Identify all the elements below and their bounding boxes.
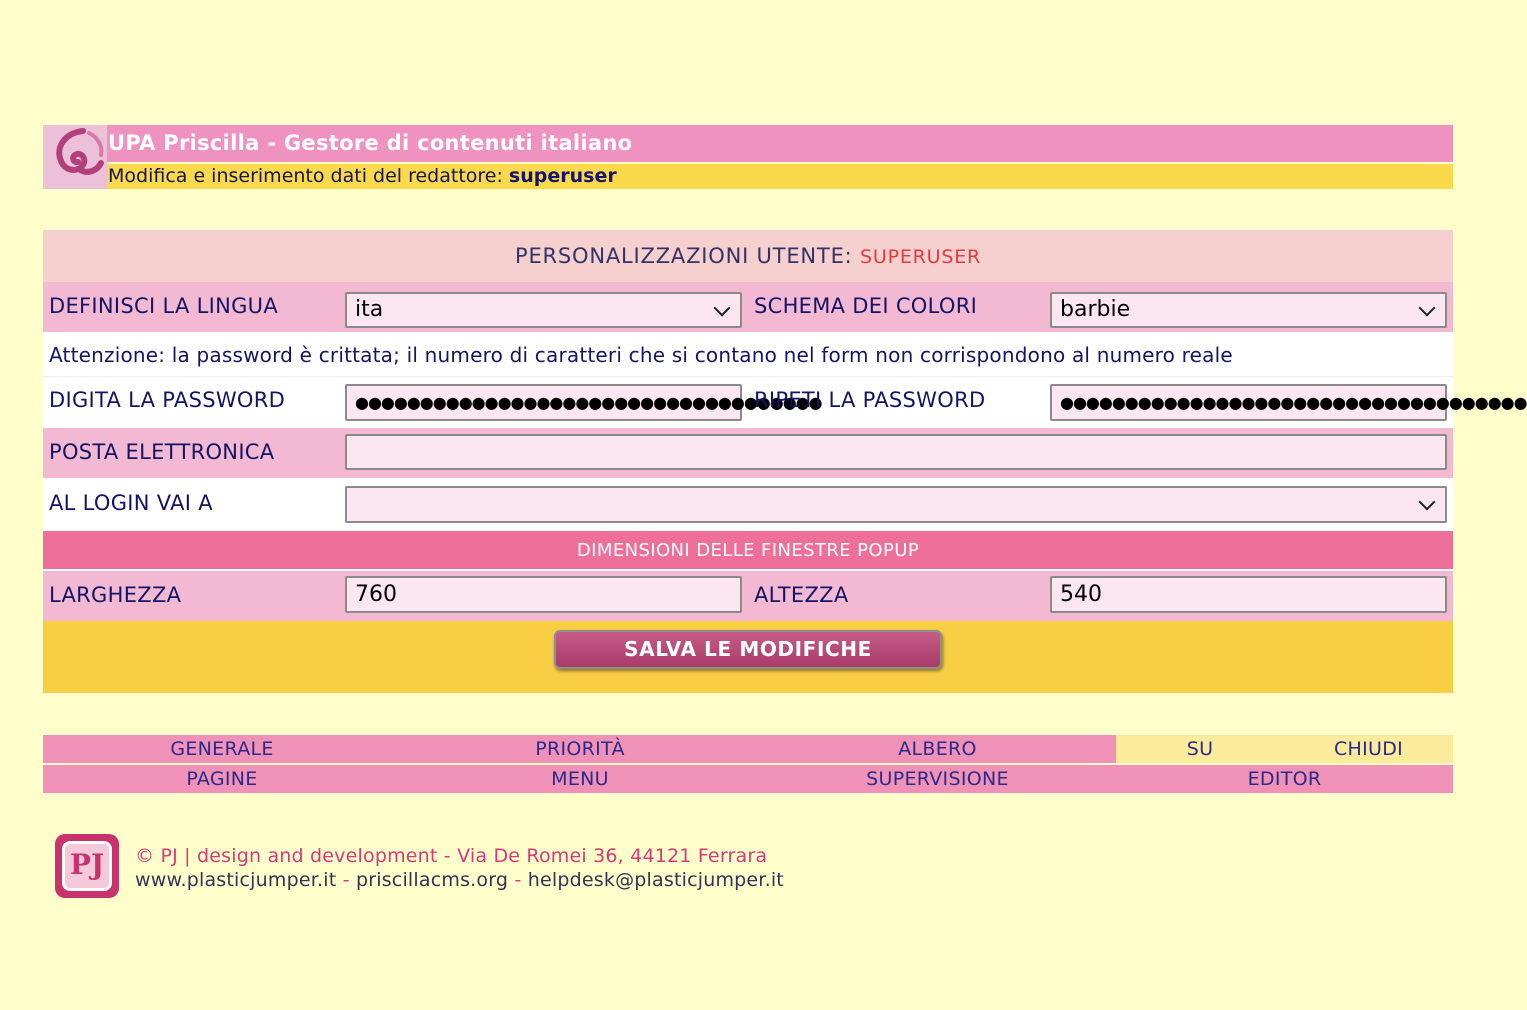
color-scheme-select[interactable] xyxy=(1050,292,1447,328)
nav-menu[interactable]: MENU xyxy=(551,768,609,790)
height-input[interactable]: 540 xyxy=(1050,576,1447,613)
password-row xyxy=(43,376,1527,426)
nav-row-2 xyxy=(43,765,1453,793)
color-scheme-label: SCHEMA DEI COLORI xyxy=(754,294,978,318)
header-subtitle xyxy=(107,164,1453,189)
app-title: UPA Priscilla - Gestore di contenuti italiano xyxy=(107,125,1453,162)
nav-supervisione[interactable]: SUPERVISIONE xyxy=(866,768,1009,790)
footer-separator: - xyxy=(342,869,350,891)
footer-separator: - xyxy=(514,869,522,891)
nav-su[interactable]: SU xyxy=(1186,738,1214,760)
link-helpdesk-email[interactable]: helpdesk@plasticjumper.it xyxy=(527,869,784,891)
password-warning: Attenzione: la password è crittata; il numero di caratteri che si contano nel form non corrispondono al numero reale xyxy=(49,343,1233,367)
height-label: ALTEZZA xyxy=(754,583,849,607)
nav-row-1 xyxy=(43,735,1453,763)
form-title-text: PERSONALIZZAZIONI UTENTE: xyxy=(514,244,853,268)
footer-credits: © PJ | design and development - Via De Romei 36, 44121 Ferrara xyxy=(135,845,768,867)
link-plasticjumper[interactable]: www.plasticjumper.it xyxy=(135,869,337,891)
login-goto-label: AL LOGIN VAI A xyxy=(49,491,213,515)
password-input[interactable]: ●●●●●●●●●●●●●●●●●●●●●●●●●●●●●●●●●●●● xyxy=(345,384,742,421)
nav-chiudi[interactable]: CHIUDI xyxy=(1333,738,1404,760)
language-select[interactable] xyxy=(345,292,742,328)
save-button[interactable]: SALVA LE MODIFICHE xyxy=(554,630,942,669)
user-settings-form xyxy=(43,230,1527,693)
popup-section-header xyxy=(43,529,1453,569)
pj-logo-icon[interactable] xyxy=(55,834,119,898)
popup-section-title: DIMENSIONI DELLE FINESTRE POPUP xyxy=(576,540,920,561)
footer-links xyxy=(135,869,784,891)
bottom-nav xyxy=(43,735,1453,793)
link-priscillacms[interactable]: priscillacms.org xyxy=(355,869,509,891)
language-row xyxy=(43,282,1453,332)
password-warning-row xyxy=(43,332,1453,376)
email-label: POSTA ELETTRONICA xyxy=(49,440,275,464)
login-goto-select[interactable] xyxy=(345,486,1447,523)
form-title-user: SUPERUSER xyxy=(860,246,982,268)
priscilla-logo-icon xyxy=(43,125,107,189)
language-value: ita xyxy=(355,297,384,322)
pj-logo-text: PJ xyxy=(62,841,112,891)
nav-priorita[interactable]: PRIORITÀ xyxy=(535,738,625,760)
login-goto-row xyxy=(43,478,1453,529)
nav-editor[interactable]: EDITOR xyxy=(1247,768,1322,790)
header-username: superuser xyxy=(508,165,617,187)
password-label: DIGITA LA PASSWORD xyxy=(49,388,286,412)
width-label: LARGHEZZA xyxy=(49,583,182,607)
nav-albero[interactable]: ALBERO xyxy=(898,738,977,760)
subtitle-text: Modifica e inserimento dati del redattore: xyxy=(108,165,503,187)
password-repeat-label: RIPETI LA PASSWORD xyxy=(754,388,986,412)
form-title xyxy=(43,230,1453,282)
app-header xyxy=(43,125,1453,189)
nav-generale[interactable]: GENERALE xyxy=(170,738,274,760)
footer xyxy=(55,834,855,898)
popup-size-row xyxy=(43,569,1453,621)
color-scheme-value: barbie xyxy=(1060,297,1131,322)
password-repeat-input[interactable]: ●●●●●●●●●●●●●●●●●●●●●●●●●●●●●●●●●●●● xyxy=(1050,384,1447,421)
nav-pagine[interactable]: PAGINE xyxy=(186,768,258,790)
width-input[interactable]: 760 xyxy=(345,576,742,613)
email-input[interactable] xyxy=(345,434,1447,470)
save-row xyxy=(43,621,1453,693)
email-row xyxy=(43,426,1453,478)
language-label: DEFINISCI LA LINGUA xyxy=(49,294,279,318)
